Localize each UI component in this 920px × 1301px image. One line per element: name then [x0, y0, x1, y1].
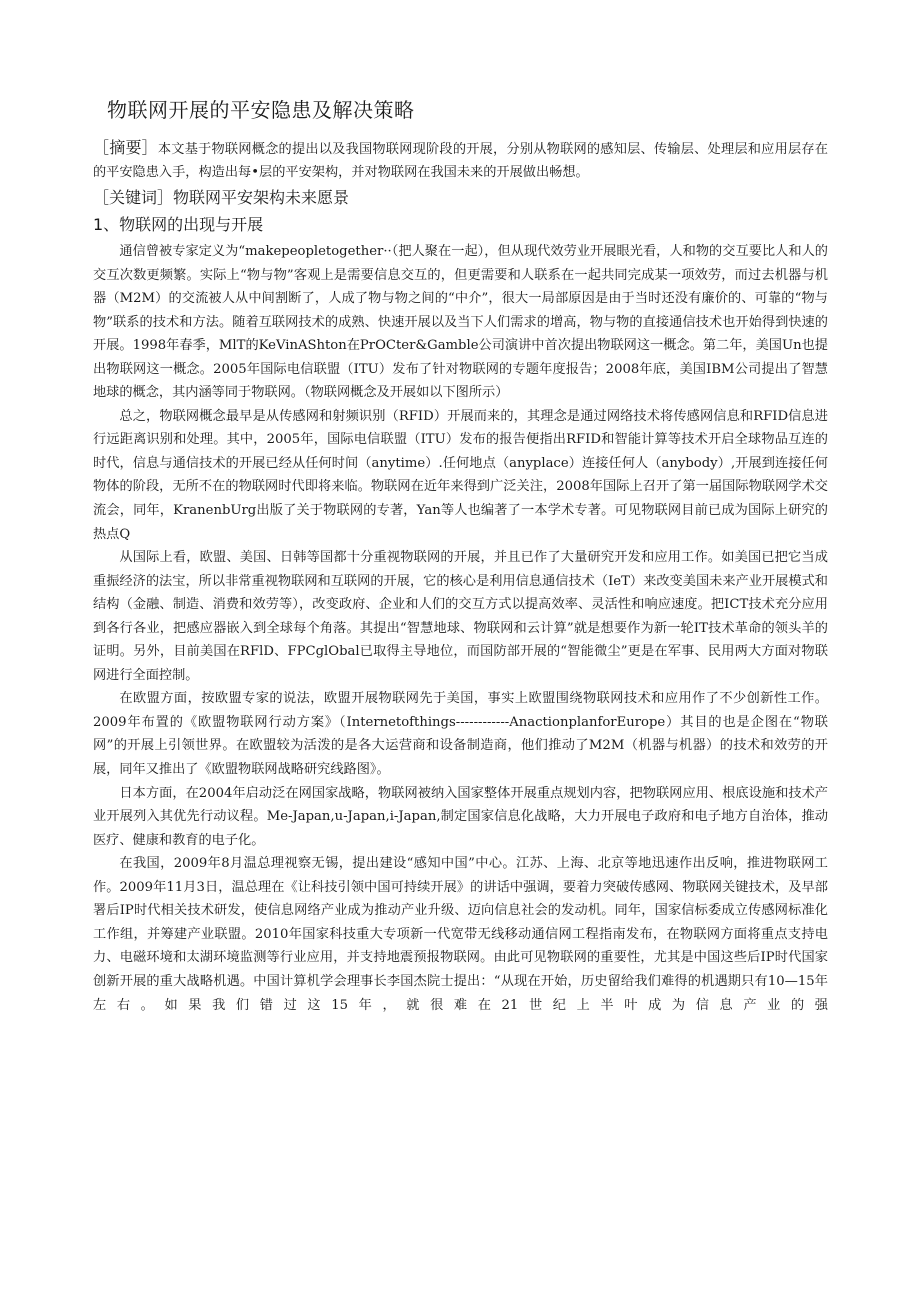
paragraph: 总之，物联网概念最早是从传感网和射频识别（RFID）开展而来的，其理念是通过网络技术将传感网信息和RFID信息进行远距离识别和处理。其中，2005年，国际电信联盟（ITU）发布的报告便指出RFID和智能计算等技术开启全球物品互连的时代，信息与通信技术的开展已经从任何时间（anytime）.任何地点（anyplace）连接任何人（anybody）,开展到连接任何物体的阶段，无所不在的物联网时代即将来临。物联网在近年来得到广泛关注，2008年国际上召开了第一届国际物联网学术交流会，同年，KranenbUrg出版了关于物联网的专著，Yan等人也编著了一本学术专著。可见物联网目前已成为国际上研究的热点Q	[93, 408, 828, 542]
abstract-text: 本文基于物联网概念的提出以及我国物联网现阶段的开展，分别从物联网的感知层、传输层、处理层和应用层存在的平安隐患入手，构造出每•层的平安架构，并对物联网在我国未来的开展做出畅想。	[93, 142, 828, 180]
abstract-label: ［摘要］	[93, 138, 158, 157]
paragraph: 在我国，2009年8月温总理视察无锡，提出建设“感知中国”中心。江苏、上海、北京等地迅速作出反响，推进物联网工作。2009年11月3日，温总理在《让科技引领中国可持续开展》的讲话中强调，要着力突破传感网、物联网关键技术，及早部署后IP时代相关技术研发，使信息网络产业成为推动产业升级、迈向信息社会的发动机。同年，国家信标委成立传感网标准化工作组，并筹建产业联盟。2010年国家科技重大专项新一代宽带无线移动通信网工程指南发布，在物联网方面将重点支持电力、电磁环境和太湖环境监测等行业应用，并支持地震预报物联网。由此可见物联网的重要性，尤其是中国这些后IP时代国家创新开展的重大战略机遇。中国计算机学会理事长李国杰院士提出：“从现在开始，历史留给我们难得的机遇期只有10—15年左右。如果我们错过这15年，就很难在21世纪上半叶成为信息产业的强	[93, 856, 828, 1013]
paragraph: 日本方面，在2004年启动泛在网国家战略，物联网被纳入国家整体开展重点规划内容，把物联网应用、根底设施和技术产业开展列入其优先行动议程。Me-Japan,u-Japan,i-Japan,制定国家信息化战略，大力开展电子政府和电子地方自治体，推动医疗、健康和教育的电子化。	[93, 785, 828, 848]
paragraph: 从国际上看，欧盟、美国、日韩等国都十分重视物联网的开展，并且已作了大量研究开发和应用工作。如美国已把它当成重振经济的法宝，所以非常重视物联网和互联网的开展，它的核心是利用信息通信技术（IeT）来改变美国未来产业开展模式和结构（金融、制造、消费和效劳等），改变政府、企业和人们的交互方式以提高效率、灵活性和响应速度。把ICT技术充分应用到各行各业，把感应器嵌入到全球每个角落。其提出“智慧地球、物联网和云计算”就是想要作为新一轮IT技术革命的领头羊的证明。另外，目前美国在RFlD、FPCglObal已取得主导地位，而国防部开展的“智能微尘”更是在军事、民用两大方面对物联网进行全面控制。	[93, 550, 828, 683]
document-title: 物联网开展的平安隐患及解决策略	[107, 98, 415, 122]
body-text	[93, 240, 828, 1017]
section-heading: 1、物联网的出现与开展	[93, 215, 264, 234]
paragraph: 在欧盟方面，按欧盟专家的说法，欧盟开展物联网先于美国，事实上欧盟围绕物联网技术和应用作了不少创新性工作。2009年布置的《欧盟物联网行动方案》（Internetofthings------------AnactionplanforEurope）其目的也是企图在“物联网”的开展上引领世界。在欧盟较为活泼的是各大运营商和设备制造商，他们推动了M2M（机器与机器）的技术和效劳的开展，同年又推出了《欧盟物联网战略研究线路图》。	[93, 691, 828, 778]
paragraph: 通信曾被专家定义为“makepeopletogether··（把人聚在一起），但从现代效劳业开展眼光看，人和物的交互要比人和人的交互次数更频繁。实际上“物与物”客观上是需要信息交互的，但更需要和人联系在一起共同完成某一项效劳，而过去机器与机器（M2M）的交流被人从中间割断了，人成了物与物之间的“中介”，很大一局部原因是由于当时还没有廉价的、可靠的“物与物”联系的技术和方法。随着互联网技术的成熟、快速开展以及当下人们需求的增高，物与物的直接通信技术也开始得到快速的开展。1998年春季，MlT的KeVinAShton在PrOCter&Gamble公司演讲中首次提出物联网这一概念。第二年，美国Un也提出物联网这一概念。2005年国际电信联盟（ITU）发布了针对物联网的专题年度报告；2008年底，美国IBM公司提出了智慧地球的概念，其内涵等同于物联网。（物联网概念及开展如以下图所示）	[93, 244, 828, 401]
keywords: ［关键词］物联网平安架构未来愿景	[93, 188, 350, 207]
abstract	[93, 136, 828, 184]
